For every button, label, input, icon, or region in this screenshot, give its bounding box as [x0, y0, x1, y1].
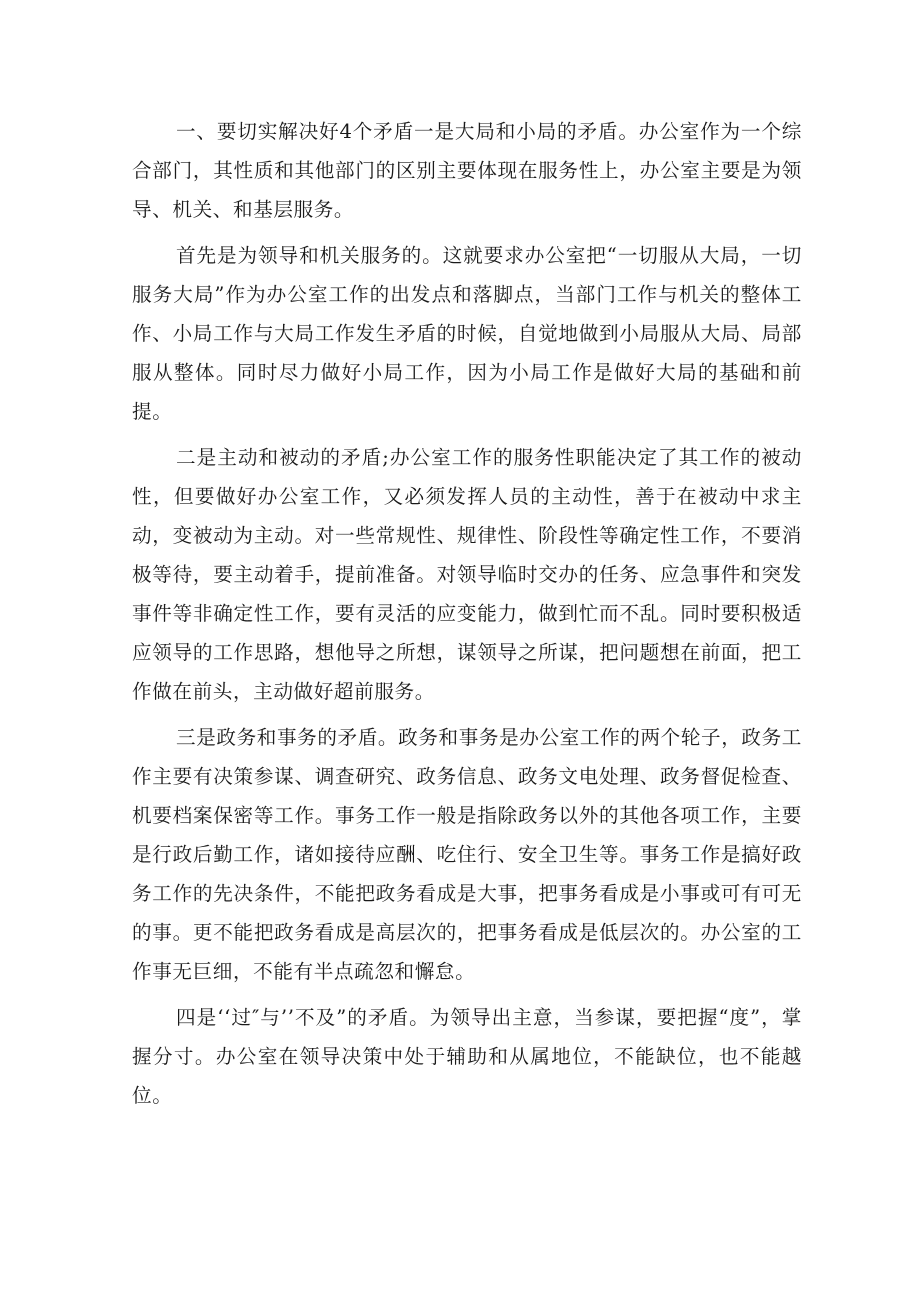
document-body: [132, 112, 802, 1122]
paragraph-1: 一、要切实解决好4个矛盾一是大局和小局的矛盾。办公室作为一个综合部门，其性质和其他部门的区别主要体现在服务性上，办公室主要是为领导、机关、和基层服务。: [132, 120, 802, 221]
paragraph-2: 首先是为领导和机关服务的。这就要求办公室把“一切服从大局，一切服务大局”作为办公室工作的出发点和落脚点，当部门工作与机关的整体工作、小局工作与大局工作发生矛盾的时候，自觉地做到小局服从大局、局部服从整体。同时尽力做好小局工作，因为小局工作是做好大局的基础和前提。: [132, 244, 802, 423]
paragraph-5: 四是‘‘过″与’’不及”的矛盾。为领导出主意，当参谋，要把握“度”，掌握分寸。办公室在领导决策中处于辅助和从属地位，不能缺位，也不能越位。: [132, 1006, 802, 1107]
paragraph-3: 二是主动和被动的矛盾;办公室工作的服务性职能决定了其工作的被动性，但要做好办公室工作，又必须发挥人员的主动性，善于在被动中求主动，变被动为主动。对一些常规性、规律性、阶段性等确定性工作，不要消极等待，要主动着手，提前准备。对领导临时交办的任务、应急事件和突发事件等非确定性工作，要有灵活的应变能力，做到忙而不乱。同时要积极适应领导的工作思路，想他导之所想，谋领导之所谋，把问题想在前面，把工作做在前头，主动做好超前服务。: [132, 446, 802, 703]
paragraph-4: 三是政务和事务的矛盾。政务和事务是办公室工作的两个轮子，政务工作主要有决策参谋、调查研究、政务信息、政务文电处理、政务督促检查、机要档案保密等工作。事务工作一般是指除政务以外的其他各项工作，主要是行政后勤工作，诸如接待应酬、吃住行、安全卫生等。事务工作是搞好政务工作的先决条件，不能把政务看成是大事，把事务看成是小事或可有可无的事。更不能把政务看成是高层次的，把事务看成是低层次的。办公室的工作事无巨细，不能有半点疏忽和懈怠。: [132, 726, 803, 983]
